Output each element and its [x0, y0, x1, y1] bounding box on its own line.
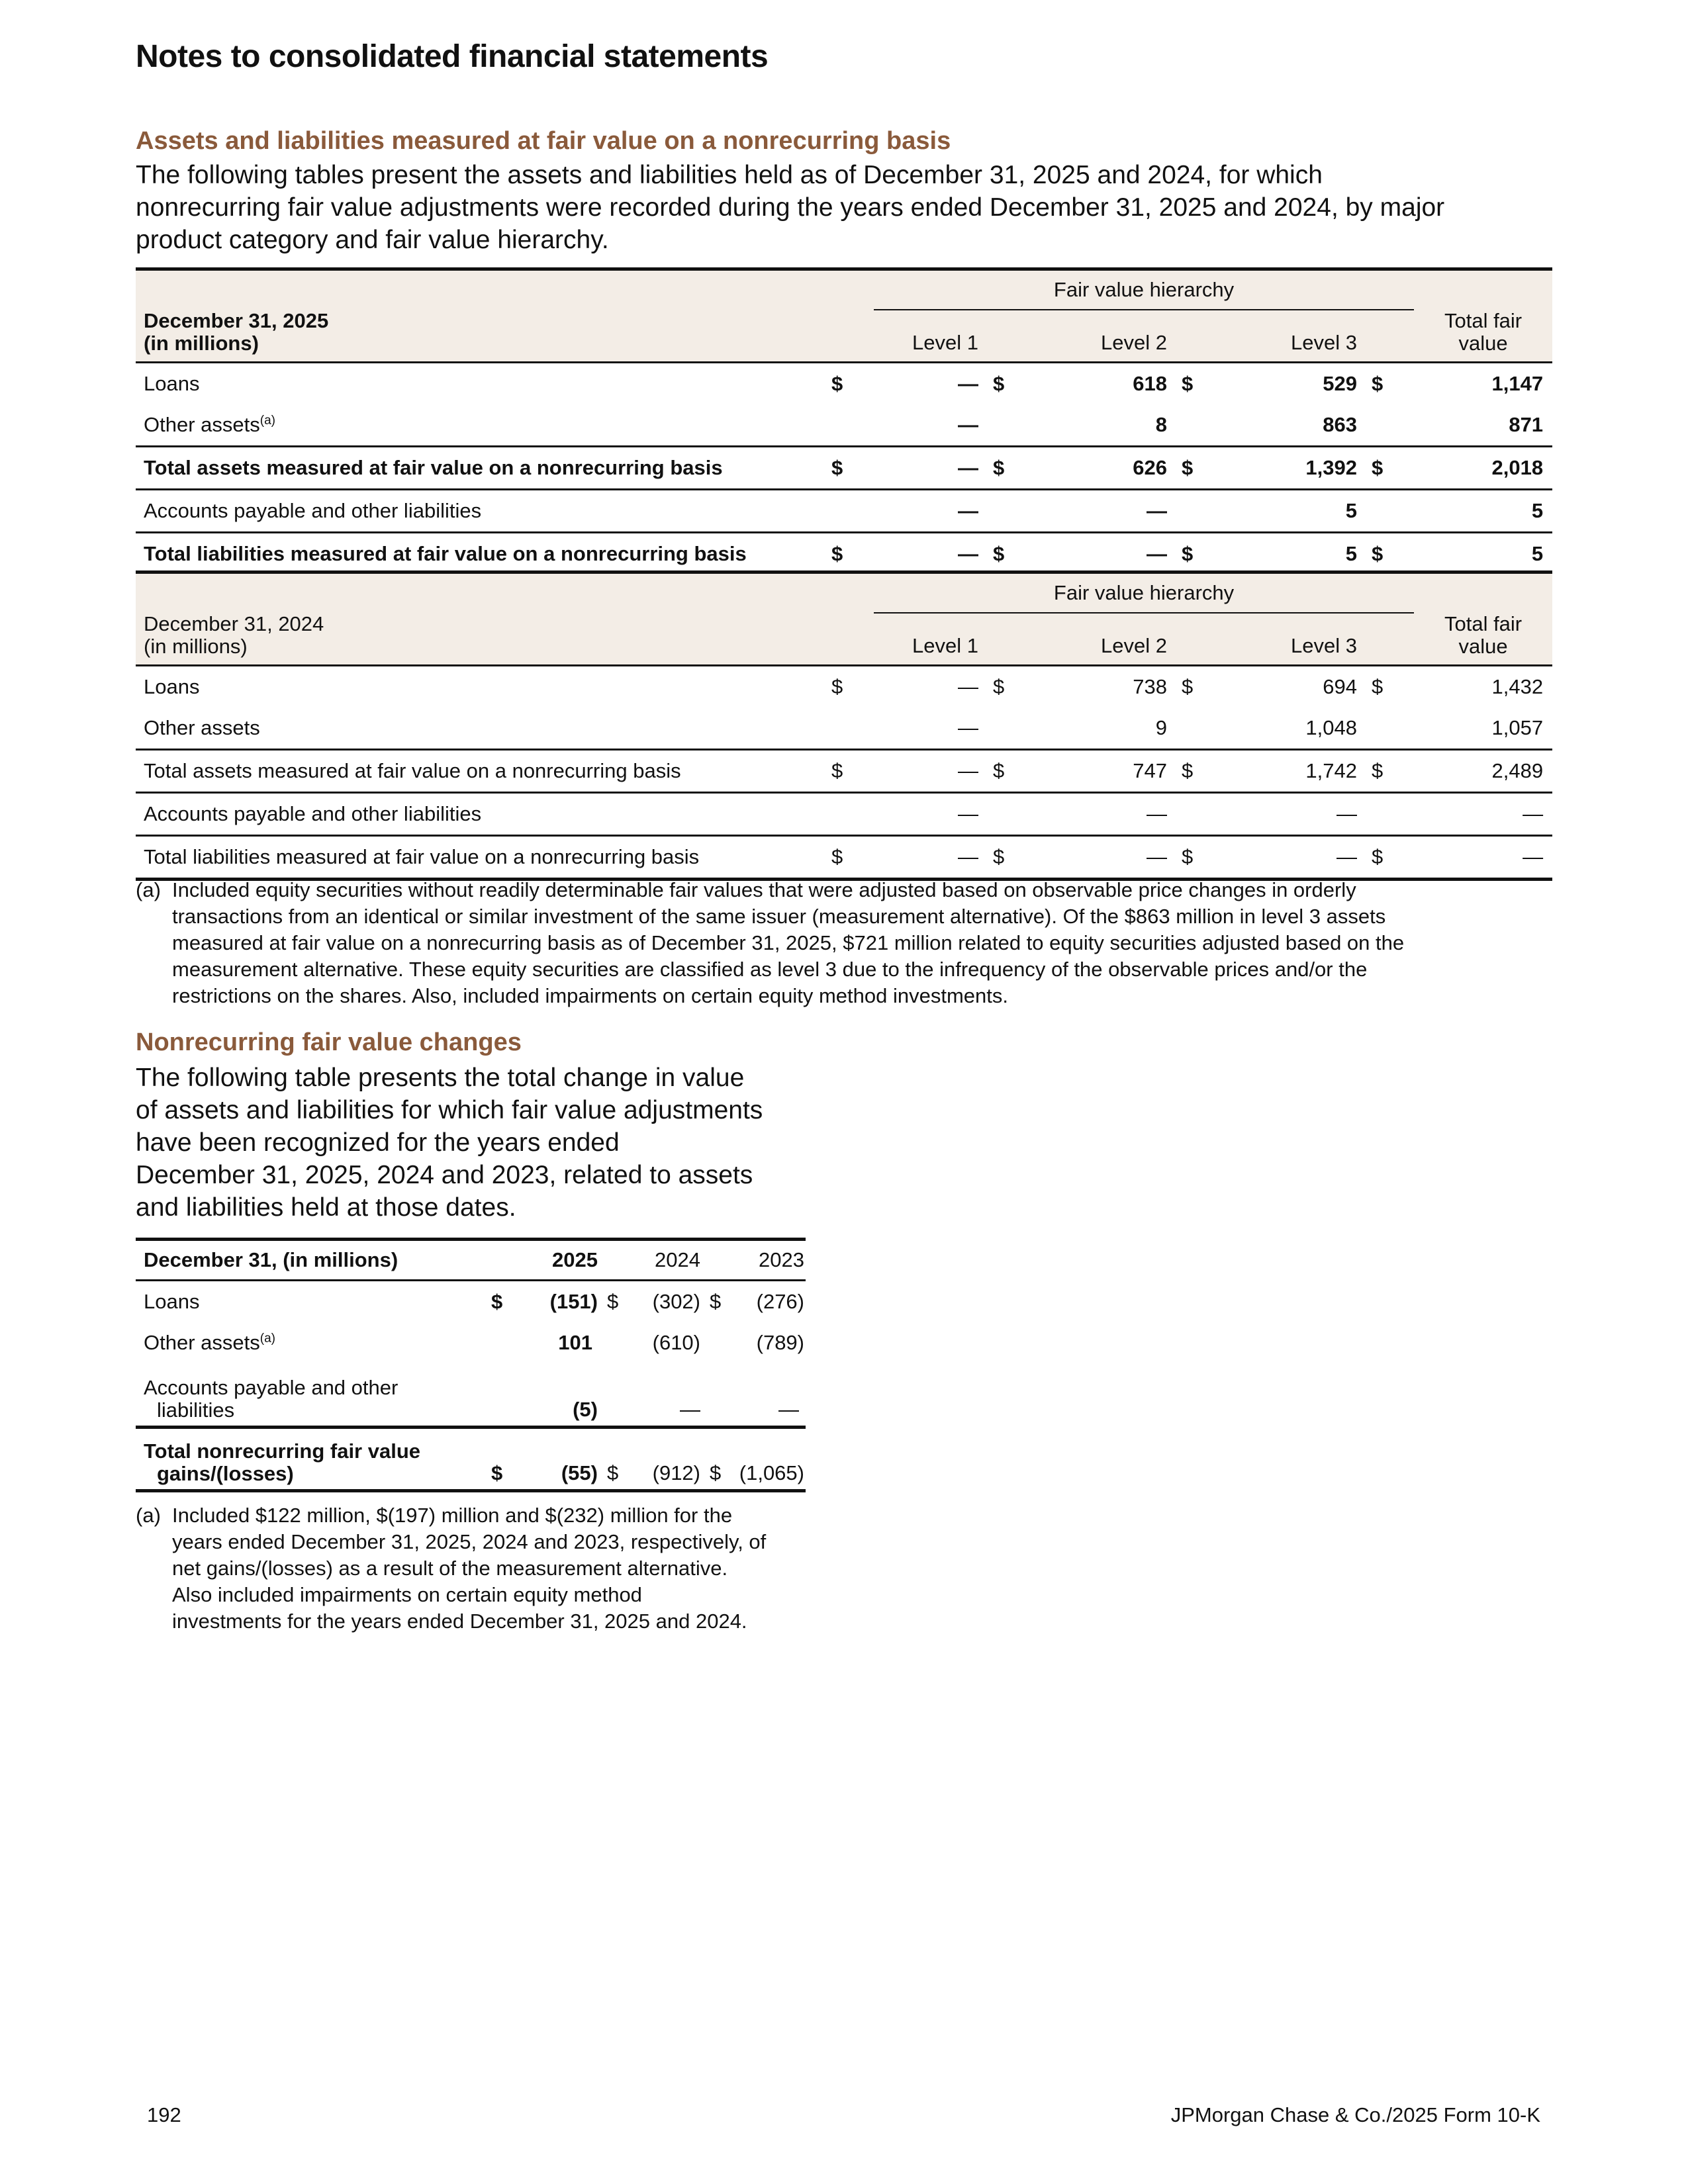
dollar-sign: $ — [831, 675, 843, 698]
table-row — [136, 490, 1552, 533]
level-3-value: 5 — [1224, 533, 1366, 576]
intro-line: product category and fair value hierarchy. — [136, 226, 609, 254]
section-heading-nonrecurring-changes: Nonrecurring fair value changes — [136, 1028, 522, 1056]
level-3-value: — — [1224, 836, 1366, 880]
dollar-sign: $ — [826, 533, 874, 576]
level-1-value: — — [874, 490, 988, 533]
dollar-sign: $ — [993, 372, 1005, 395]
table-row — [136, 363, 1552, 405]
column-header-level-2: Level 2 — [1035, 310, 1176, 363]
footnote-mark: (a) — [136, 878, 161, 901]
dollar-sign — [988, 404, 1035, 447]
group-header-fair-value-hierarchy: Fair value hierarchy — [874, 269, 1414, 310]
value-2023: (1,065) — [729, 1427, 806, 1490]
footnote-line: transactions from an identical or similar investment of the same issuer (measurement alternative). Of the $863 million in level 3 assets — [172, 905, 1386, 928]
level-2-value: 9 — [1035, 707, 1176, 750]
dollar-sign — [988, 490, 1035, 533]
row-label: Loans — [144, 675, 200, 698]
level-2-value: — — [1035, 836, 1176, 880]
fair-value-table-2024 — [136, 570, 1552, 881]
footnote-mark: (a) — [136, 1504, 161, 1527]
dollar-sign: $ — [491, 1290, 503, 1313]
value-2025: 101 — [558, 1331, 592, 1354]
dollar-sign — [826, 490, 874, 533]
dollar-sign: $ — [1176, 533, 1224, 576]
table-row-total — [136, 533, 1552, 576]
column-header-2024: 2024 — [627, 1240, 710, 1281]
dollar-sign: $ — [988, 750, 1035, 793]
total-fair-value: 2,489 — [1414, 750, 1552, 793]
table-date-label: December 31, 2024 (in millions) — [136, 613, 826, 666]
value-2024: (302) — [652, 1290, 700, 1313]
value-2025: (151) — [549, 1290, 598, 1313]
level-2-value: 738 — [1133, 675, 1167, 698]
column-header-total-fair-value: Total fair value — [1414, 613, 1552, 666]
dollar-sign: $ — [831, 372, 843, 395]
level-3-value: 694 — [1323, 675, 1357, 698]
level-2-value: 626 — [1035, 447, 1176, 490]
footnote-line: Also included impairments on certain equity method — [172, 1583, 642, 1606]
level-3-value: 1,742 — [1224, 750, 1366, 793]
footnote-line: Included equity securities without readily determinable fair values that were adjusted based on observable price changes in orderly — [172, 878, 1356, 901]
value-2024: (912) — [627, 1427, 710, 1490]
dollar-sign — [1366, 490, 1414, 533]
row-label: Loans — [144, 1290, 200, 1313]
dollar-sign — [1366, 707, 1414, 750]
value-2023: — — [729, 1363, 806, 1427]
footnote-line: Included $122 million, $(197) million and $(232) million for the — [172, 1504, 733, 1527]
row-label: Accounts payable and other liabilities — [136, 1363, 491, 1427]
table-row — [136, 1322, 806, 1363]
dollar-sign — [826, 793, 874, 836]
row-label: Total liabilities measured at fair value on a nonrecurring basis — [136, 836, 826, 880]
level-3-value: 1,392 — [1224, 447, 1366, 490]
dollar-sign — [988, 793, 1035, 836]
row-label: Other assets$^{(a)}$ — [144, 1331, 275, 1354]
value-2024: (610) — [652, 1331, 700, 1354]
footnote-ref: (a) — [259, 1332, 275, 1345]
dollar-sign — [1366, 404, 1414, 447]
dollar-sign — [826, 404, 874, 447]
table-row-total — [136, 447, 1552, 490]
column-header-level-1: Level 1 — [874, 310, 988, 363]
value-2025: (5) — [514, 1363, 607, 1427]
dollar-sign — [491, 1322, 514, 1363]
row-label: Other assets — [136, 707, 826, 750]
total-fair-value: 1,432 — [1491, 675, 1544, 698]
value-2023: (789) — [756, 1331, 804, 1354]
table-row — [136, 404, 1552, 447]
dollar-sign: $ — [826, 836, 874, 880]
level-1-value: — — [874, 447, 988, 490]
dollar-sign: $ — [1366, 836, 1414, 880]
level-2-value: — — [1035, 793, 1176, 836]
table-row — [136, 793, 1552, 836]
dollar-sign — [710, 1322, 729, 1363]
page-number: 192 — [147, 2103, 181, 2126]
table-row — [136, 666, 1552, 708]
dollar-sign: $ — [1366, 447, 1414, 490]
value-2025: (55) — [514, 1427, 607, 1490]
dollar-sign — [1176, 404, 1224, 447]
dollar-sign: $ — [988, 447, 1035, 490]
dollar-sign: $ — [988, 533, 1035, 576]
row-label: Total nonrecurring fair value gains/(losses) — [136, 1427, 491, 1490]
table-row — [136, 1281, 806, 1323]
dollar-sign: $ — [1366, 750, 1414, 793]
dollar-sign: $ — [1176, 447, 1224, 490]
table-row — [136, 1363, 806, 1427]
column-header-total-fair-value: Total fair value — [1414, 310, 1552, 363]
column-header-level-3: Level 3 — [1224, 310, 1366, 363]
level-3-value: 863 — [1224, 404, 1366, 447]
table-header-label: December 31, (in millions) — [136, 1240, 491, 1281]
level-3-value: 529 — [1323, 372, 1357, 395]
dollar-sign: $ — [1372, 675, 1383, 698]
level-1-value: — — [874, 707, 988, 750]
level-3-value: 5 — [1224, 490, 1366, 533]
intro-line: have been recognized for the years ended — [136, 1128, 620, 1157]
dollar-sign — [1176, 793, 1224, 836]
section-heading-nonrecurring-basis: Assets and liabilities measured at fair value on a nonrecurring basis — [136, 127, 951, 155]
dollar-sign: $ — [826, 447, 874, 490]
level-1-value: — — [874, 836, 988, 880]
dollar-sign: $ — [988, 836, 1035, 880]
dollar-sign: $ — [993, 675, 1005, 698]
dollar-sign: $ — [1372, 372, 1383, 395]
dollar-sign: $ — [491, 1427, 514, 1490]
total-fair-value: — — [1414, 836, 1552, 880]
level-2-value: — — [1035, 533, 1176, 576]
level-1-value: — — [874, 404, 988, 447]
dollar-sign — [607, 1363, 627, 1427]
dollar-sign — [1176, 707, 1224, 750]
intro-line: and liabilities held at those dates. — [136, 1193, 516, 1222]
dollar-sign: $ — [607, 1290, 619, 1313]
level-2-value: 618 — [1133, 372, 1167, 395]
level-1-value: — — [874, 533, 988, 576]
level-2-value: — — [1035, 490, 1176, 533]
section-intro-nonrecurring-changes — [136, 1062, 811, 1224]
section-intro-nonrecurring-basis — [136, 159, 1559, 256]
dollar-sign — [491, 1363, 514, 1427]
column-header-level-1: Level 1 — [874, 613, 988, 666]
row-label: Accounts payable and other liabilities — [136, 793, 826, 836]
level-3-value: 1,048 — [1224, 707, 1366, 750]
dollar-sign — [1366, 793, 1414, 836]
fair-value-table-2025 — [136, 267, 1552, 578]
table-date-label: December 31, 2025 (in millions) — [136, 310, 826, 363]
dollar-sign — [826, 707, 874, 750]
dollar-sign: $ — [826, 750, 874, 793]
footnote-line: measured at fair value on a nonrecurring basis as of December 31, 2025, $721 million related to equity securities adjusted based on the — [172, 931, 1405, 954]
total-fair-value: — — [1414, 793, 1552, 836]
row-label: Accounts payable and other liabilities — [136, 490, 826, 533]
total-fair-value: 5 — [1414, 490, 1552, 533]
footnote-ref: (a) — [259, 414, 275, 428]
level-2-value: 8 — [1035, 404, 1176, 447]
column-header-2023: 2023 — [729, 1240, 806, 1281]
total-fair-value: 5 — [1414, 533, 1552, 576]
dollar-sign — [988, 707, 1035, 750]
row-label: Loans — [144, 372, 200, 395]
dollar-sign: $ — [710, 1427, 729, 1490]
footnote-line: years ended December 31, 2025, 2024 and 2023, respectively, of — [172, 1530, 767, 1553]
level-1-value: — — [874, 793, 988, 836]
row-label: Total liabilities measured at fair value on a nonrecurring basis — [136, 533, 826, 576]
row-label: Total assets measured at fair value on a nonrecurring basis — [136, 447, 826, 490]
value-2023: (276) — [756, 1290, 804, 1313]
footnote-line: restrictions on the shares. Also, included impairments on certain equity method investments. — [172, 984, 1009, 1007]
value-2024: — — [627, 1363, 710, 1427]
dollar-sign: $ — [1366, 533, 1414, 576]
level-3-value: — — [1224, 793, 1366, 836]
intro-line: nonrecurring fair value adjustments were recorded during the years ended December 31, 2025 and 2024, by major — [136, 193, 1445, 222]
footnote-a-changes-table — [136, 1502, 818, 1635]
nonrecurring-changes-table — [136, 1238, 806, 1492]
footnote-line: net gains/(losses) as a result of the measurement alternative. — [172, 1557, 728, 1580]
level-2-value: 747 — [1035, 750, 1176, 793]
dollar-sign: $ — [1176, 750, 1224, 793]
table-row — [136, 707, 1552, 750]
total-fair-value: 1,147 — [1491, 372, 1544, 395]
row-label: Other assets$^{(a)}$ — [136, 404, 826, 447]
dollar-sign — [1176, 490, 1224, 533]
intro-line: The following tables present the assets and liabilities held as of December 31, 2025 and 2024, for which — [136, 161, 1323, 189]
dollar-sign: $ — [607, 1427, 627, 1490]
column-header-level-2: Level 2 — [1035, 613, 1176, 666]
dollar-sign: $ — [1182, 372, 1194, 395]
intro-line: The following table presents the total change in value — [136, 1064, 745, 1092]
table-row-total — [136, 1427, 806, 1490]
intro-line: December 31, 2025, 2024 and 2023, related to assets — [136, 1161, 753, 1189]
level-1-value: — — [958, 675, 978, 698]
footnote-line: investments for the years ended December 31, 2025 and 2024. — [172, 1610, 747, 1633]
total-fair-value: 2,018 — [1414, 447, 1552, 490]
row-label: Total assets measured at fair value on a nonrecurring basis — [136, 750, 826, 793]
dollar-sign — [607, 1322, 627, 1363]
level-1-value: — — [874, 750, 988, 793]
page-title: Notes to consolidated financial statements — [136, 39, 769, 74]
table-row-total — [136, 836, 1552, 880]
dollar-sign: $ — [710, 1290, 722, 1313]
footnote-line: measurement alternative. These equity securities are classified as level 3 due to the infrequency of the observable prices and/or the — [172, 958, 1368, 981]
dollar-sign: $ — [1182, 675, 1194, 698]
level-1-value: — — [958, 372, 978, 395]
dollar-sign: $ — [1176, 836, 1224, 880]
total-fair-value: 1,057 — [1414, 707, 1552, 750]
group-header-fair-value-hierarchy: Fair value hierarchy — [874, 572, 1414, 614]
dollar-sign — [710, 1363, 729, 1427]
column-header-2025: 2025 — [514, 1240, 607, 1281]
publication-footer: JPMorgan Chase & Co./2025 Form 10-K — [1170, 2103, 1540, 2126]
intro-line: of assets and liabilities for which fair value adjustments — [136, 1096, 763, 1124]
table-row-total — [136, 750, 1552, 793]
total-fair-value: 871 — [1414, 404, 1552, 447]
footnote-a-fair-value-tables — [136, 877, 1559, 1009]
column-header-level-3: Level 3 — [1224, 613, 1366, 666]
